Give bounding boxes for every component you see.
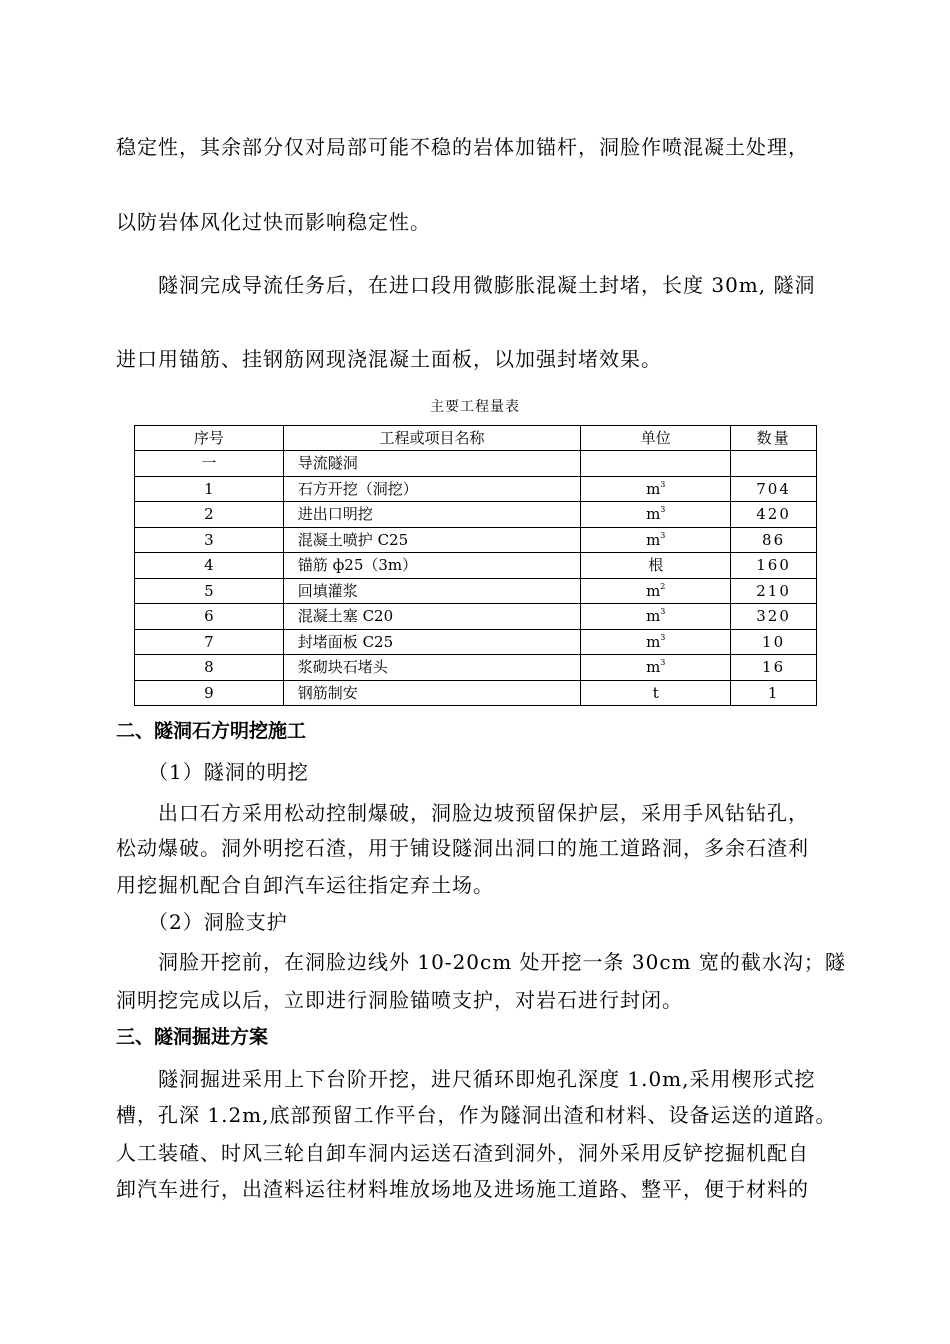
cell-name: 混凝土喷护 C25 <box>283 527 581 553</box>
cell-name: 回填灌浆 <box>283 578 581 604</box>
table-row <box>135 451 817 477</box>
cell-unit <box>581 476 731 502</box>
table-row <box>135 476 817 502</box>
paragraph-line: 隧洞掘进采用上下台阶开挖，进尺循环即炮孔深度 1.0m,采用楔形式挖 <box>116 1067 816 1091</box>
paragraph-line: 洞明挖完成以后，立即进行洞脸锚喷支护，对岩石进行封闭。 <box>116 988 683 1012</box>
unit-text: m <box>646 479 661 498</box>
cell-name: 石方开挖（洞挖） <box>283 476 581 502</box>
cell-unit <box>581 451 731 477</box>
subsection-heading: （2）洞脸支护 <box>116 910 288 934</box>
cell-name: 锚筋 ф25（3m） <box>283 553 581 579</box>
paragraph-line: 用挖掘机配合自卸汽车运往指定弃土场。 <box>116 873 494 897</box>
cell-unit <box>581 655 731 681</box>
cell-qty: 16 <box>731 655 817 681</box>
cell-no: 7 <box>135 629 284 655</box>
table-row <box>135 629 817 655</box>
cell-no: 一 <box>135 451 284 477</box>
table-caption: 主要工程量表 <box>430 399 520 415</box>
header-name: 工程或项目名称 <box>283 426 581 451</box>
unit-text: 根 <box>648 556 664 575</box>
unit-text: m <box>646 632 661 651</box>
cell-unit <box>581 502 731 528</box>
unit-exponent: 3 <box>660 607 666 617</box>
cell-qty <box>731 451 817 477</box>
cell-no: 6 <box>135 604 284 630</box>
unit-text: m <box>646 658 661 677</box>
header-unit: 单位 <box>581 426 731 451</box>
unit-text: m <box>646 505 661 524</box>
table-row <box>135 502 817 528</box>
cell-unit <box>581 680 731 706</box>
unit-text: m <box>646 607 661 626</box>
unit-exponent: 3 <box>660 530 666 540</box>
cell-name: 导流隧洞 <box>283 451 581 477</box>
cell-no: 3 <box>135 527 284 553</box>
unit-text: m <box>646 581 661 600</box>
unit-exponent: 2 <box>660 581 666 591</box>
cell-no: 2 <box>135 502 284 528</box>
paragraph-line: 稳定性，其余部分仅对局部可能不稳的岩体加锚杆，洞脸作喷混凝土处理， <box>116 135 809 159</box>
cell-no: 4 <box>135 553 284 579</box>
paragraph-line: 松动爆破。洞外明挖石渣，用于铺设隧洞出洞口的施工道路洞，多余石渣利 <box>116 836 809 860</box>
paragraph-line: 人工装碴、时风三轮自卸车洞内运送石渣到洞外，洞外采用反铲挖掘机配自 <box>116 1141 809 1165</box>
paragraph-line: 隧洞完成导流任务后，在进口段用微膨胀混凝土封堵，长度 30m, 隧洞 <box>116 273 816 297</box>
cell-name: 钢筋制安 <box>283 680 581 706</box>
cell-qty: 10 <box>731 629 817 655</box>
paragraph-line: 以防岩体风化过快而影响稳定性。 <box>116 210 431 234</box>
header-no: 序号 <box>135 426 284 451</box>
cell-unit <box>581 604 731 630</box>
cell-qty: 160 <box>731 553 817 579</box>
table-row <box>135 578 817 604</box>
cell-unit <box>581 629 731 655</box>
cell-unit <box>581 527 731 553</box>
table-body <box>135 451 817 706</box>
cell-name: 浆砌块石堵头 <box>283 655 581 681</box>
table-row <box>135 553 817 579</box>
cell-qty: 420 <box>731 502 817 528</box>
cell-unit <box>581 553 731 579</box>
cell-name: 混凝土塞 C20 <box>283 604 581 630</box>
paragraph-line: 槽，孔深 1.2m,底部预留工作平台，作为隧洞出渣和材料、设备运送的道路。 <box>116 1103 837 1127</box>
cell-qty: 704 <box>731 476 817 502</box>
quantity-table <box>134 425 817 706</box>
cell-qty: 86 <box>731 527 817 553</box>
unit-exponent: 3 <box>660 505 666 515</box>
header-qty: 数量 <box>731 426 817 451</box>
cell-qty: 210 <box>731 578 817 604</box>
table-header-row <box>135 426 817 451</box>
cell-no: 9 <box>135 680 284 706</box>
cell-unit <box>581 578 731 604</box>
cell-no: 1 <box>135 476 284 502</box>
paragraph-line: 进口用锚筋、挂钢筋网现浇混凝土面板，以加强封堵效果。 <box>116 347 662 371</box>
paragraph-line: 卸汽车进行，出渣料运往材料堆放场地及进场施工道路、整平，便于材料的 <box>116 1177 809 1201</box>
table-row <box>135 604 817 630</box>
cell-no: 8 <box>135 655 284 681</box>
subsection-heading: （1）隧洞的明挖 <box>116 760 309 784</box>
table-row <box>135 680 817 706</box>
section-heading: 三、隧洞掘进方案 <box>116 1026 269 1048</box>
unit-text: m <box>646 530 661 549</box>
cell-name: 进出口明挖 <box>283 502 581 528</box>
cell-qty: 1 <box>731 680 817 706</box>
unit-text: t <box>652 683 659 702</box>
table-row <box>135 655 817 681</box>
paragraph-line: 洞脸开挖前，在洞脸边线外 10-20cm 处开挖一条 30cm 宽的截水沟；隧 <box>116 950 846 974</box>
unit-exponent: 3 <box>660 632 666 642</box>
unit-exponent: 3 <box>660 658 666 668</box>
paragraph-line: 出口石方采用松动控制爆破，洞脸边坡预留保护层，采用手风钻钻孔， <box>116 801 809 825</box>
cell-name: 封堵面板 C25 <box>283 629 581 655</box>
cell-qty: 320 <box>731 604 817 630</box>
section-heading: 二、隧洞石方明挖施工 <box>116 720 307 742</box>
unit-exponent: 3 <box>660 479 666 489</box>
cell-no: 5 <box>135 578 284 604</box>
table-row <box>135 527 817 553</box>
